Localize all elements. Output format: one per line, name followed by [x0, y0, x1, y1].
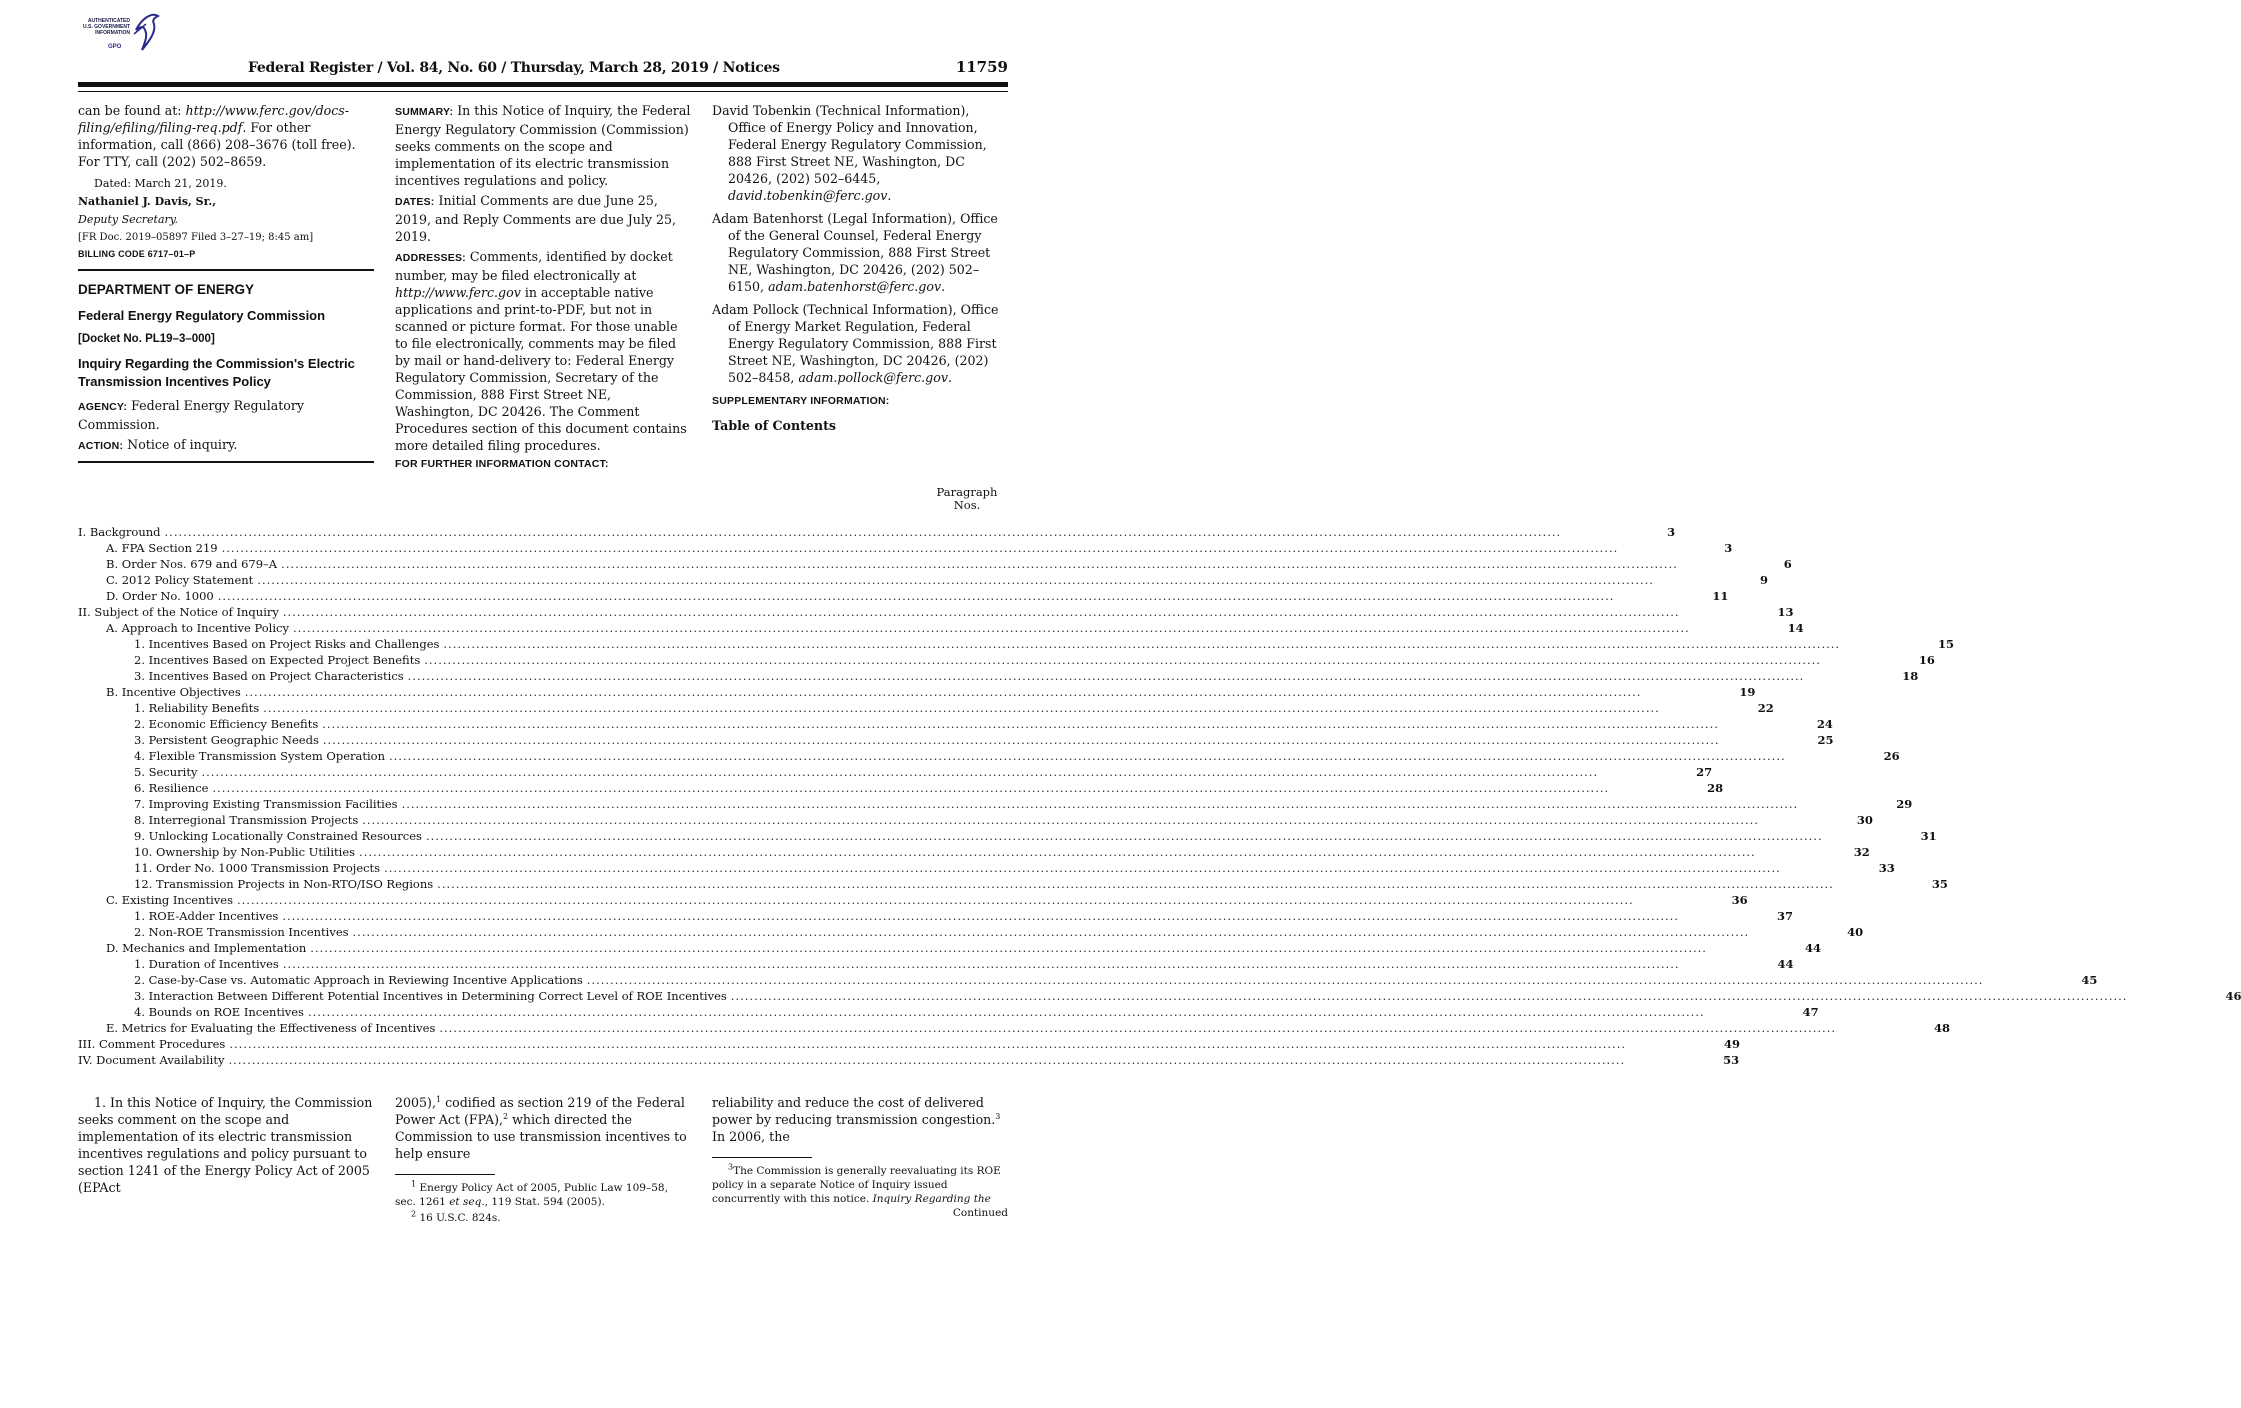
- toc-entry[interactable]: [78, 956, 1794, 972]
- toc-entry-label: 2. Case-by-Case vs. Automatic Approach in Reviewing Incentive Applications: [134, 973, 583, 987]
- toc-paragraph-number: 19: [1739, 685, 1756, 699]
- toc-leader-dots: ............................................................................................................................................................................................................................................................................................................: [352, 925, 1750, 939]
- toc-paragraph-number: 9: [1759, 573, 1768, 587]
- toc-entry[interactable]: [78, 940, 1821, 956]
- column-1: [78, 102, 374, 472]
- toc-leader-dots: ............................................................................................................................................................................................................................................................................................................: [228, 1053, 1626, 1067]
- toc-entry[interactable]: [78, 988, 2241, 1004]
- logo-line-3: INFORMATION: [95, 30, 130, 36]
- toc-leader-dots: ............................................................................................................................................................................................................................................................................................................: [217, 589, 1615, 603]
- toc-paragraph-number: 11: [1712, 589, 1729, 603]
- toc-leader-dots: ............................................................................................................................................................................................................................................................................................................: [437, 877, 1834, 891]
- toc-entry-label: C. Existing Incentives: [106, 893, 233, 907]
- toc-leader-dots: ............................................................................................................................................................................................................................................................................................................: [310, 941, 1707, 955]
- toc-entry-label: 8. Interregional Transmission Projects: [134, 813, 359, 827]
- toc-leader-dots: ............................................................................................................................................................................................................................................................................................................: [237, 893, 1634, 907]
- toc-entry[interactable]: [78, 844, 1870, 860]
- toc-entry[interactable]: [78, 972, 2098, 988]
- contact-email-link[interactable]: adam.pollock@ferc.gov: [798, 370, 948, 385]
- document-title: Inquiry Regarding the Commission's Electric Transmission Incentives Policy: [78, 356, 355, 389]
- toc-leader-dots: ............................................................................................................................................................................................................................................................................................................: [730, 989, 2128, 1003]
- toc-paragraph-number: 3: [1724, 541, 1733, 555]
- toc-paragraph-number: 15: [1938, 637, 1955, 651]
- toc-entry-label: 7. Improving Existing Transmission Facilities: [134, 797, 398, 811]
- toc-entry-label: A. Approach to Incentive Policy: [106, 621, 289, 635]
- footnote-ref-1[interactable]: 1: [435, 1094, 442, 1104]
- toc-paragraph-number: 40: [1847, 925, 1864, 939]
- toc-entry[interactable]: [78, 924, 1864, 940]
- logo-text: [68, 18, 130, 36]
- toc-paragraph-number: 18: [1902, 669, 1919, 683]
- footnote-rule: [395, 1174, 495, 1175]
- toc-entry-label: D. Mechanics and Implementation: [106, 941, 307, 955]
- toc-leader-dots: ............................................................................................................................................................................................................................................................................................................: [244, 685, 1642, 699]
- toc-paragraph-number: 37: [1776, 909, 1793, 923]
- paragraph-1-continued-2: [712, 1094, 1008, 1145]
- agency-label: AGENCY:: [78, 401, 128, 413]
- page-header: [78, 58, 1008, 80]
- eagle-icon: [132, 10, 162, 54]
- toc-entry[interactable]: [78, 1052, 1740, 1068]
- toc-entry-label: D. Order No. 1000: [106, 589, 214, 603]
- body-column-1: [78, 1094, 374, 1225]
- paragraph-1-continued: [395, 1094, 691, 1162]
- toc-entry[interactable]: [78, 556, 1792, 572]
- toc-entry-label: 10. Ownership by Non-Public Utilities: [134, 845, 356, 859]
- page: [78, 0, 2241, 1225]
- contact-email-link[interactable]: adam.batenhorst@ferc.gov: [768, 279, 942, 294]
- body-column-2: [395, 1094, 691, 1225]
- docket-number: [Docket No. PL19–3–000]: [78, 333, 215, 345]
- toc-entry[interactable]: [78, 1036, 1740, 1052]
- toc-entry[interactable]: [78, 748, 1900, 764]
- toc-leader-dots: ............................................................................................................................................................................................................................................................................................................: [322, 717, 1719, 731]
- toc-entry[interactable]: [78, 668, 1919, 684]
- column-3: [712, 102, 1008, 472]
- logo-gpo: GPO: [108, 44, 122, 50]
- toc-entry-label: B. Incentive Objectives: [106, 685, 241, 699]
- body-text: 2005),: [395, 1095, 436, 1110]
- toc-column-header: Paragraph Nos.: [936, 485, 998, 512]
- toc-entry[interactable]: [78, 524, 1676, 540]
- toc-entry-label: 2. Economic Efficiency Benefits: [134, 717, 319, 731]
- footnote-ref-2[interactable]: 2: [503, 1111, 509, 1121]
- sub-agency-heading: Federal Energy Regulatory Commission: [78, 308, 326, 323]
- toc-entry[interactable]: [78, 796, 1913, 812]
- toc-paragraph-number: 30: [1856, 813, 1873, 827]
- action-label: ACTION:: [78, 440, 124, 452]
- fr-doc-line: [FR Doc. 2019–05897 Filed 3–27–19; 8:45 am]: [78, 232, 314, 243]
- toc-paragraph-number: 28: [1707, 781, 1724, 795]
- table-of-contents: [78, 524, 2241, 1068]
- signer-name: Nathaniel J. Davis, Sr.,: [78, 195, 217, 208]
- toc-paragraph-number: 3: [1667, 525, 1676, 539]
- summary-label: SUMMARY:: [395, 106, 454, 118]
- logo-line-2: U.S. GOVERNMENT: [83, 24, 130, 30]
- toc-entry-label: 3. Interaction Between Different Potential Incentives in Determining Correct Level of ROE Incentives: [134, 989, 727, 1003]
- toc-leader-dots: ............................................................................................................................................................................................................................................................................................................: [201, 765, 1599, 779]
- continuation-post: . For other information, call (866) 208–3676 (toll free). For TTY, call (202) 502–8659.: [78, 120, 356, 169]
- header-rule-thin: [78, 91, 1008, 92]
- supplementary-label: SUPPLEMENTARY INFORMATION:: [712, 395, 890, 407]
- toc-section: [78, 485, 2241, 1068]
- footnote-3: [712, 1164, 1008, 1206]
- toc-leader-dots: ............................................................................................................................................................................................................................................................................................................: [425, 829, 1823, 843]
- toc-entry[interactable]: [78, 764, 1713, 780]
- toc-entry-label: 3. Persistent Geographic Needs: [134, 733, 319, 747]
- contact-tobenkin: David Tobenkin (Technical Information), Office of Energy Policy and Innovation, Federal Energy Regulatory Commission, 888 First Street NE, Washington, DC 20426, (202) 502–6445, david.tobenkin@ferc.gov.: [712, 103, 987, 203]
- toc-paragraph-number: 22: [1757, 701, 1774, 715]
- toc-paragraph-number: 31: [1920, 829, 1937, 843]
- ferc-link[interactable]: http://www.ferc.gov: [395, 285, 521, 300]
- toc-entry[interactable]: [78, 1020, 1950, 1036]
- toc-entry-label: 3. Incentives Based on Project Characteristics: [134, 669, 404, 683]
- toc-entry[interactable]: [78, 636, 1955, 652]
- footnote-rule: [712, 1157, 812, 1158]
- toc-entry[interactable]: [78, 828, 1937, 844]
- toc-entry[interactable]: [78, 876, 1948, 892]
- toc-entry-label: IV. Document Availability: [78, 1053, 225, 1067]
- toc-entry-label: 5. Security: [134, 765, 198, 779]
- contact-pollock: Adam Pollock (Technical Information), Office of Energy Market Regulation, Federal Energy Regulatory Commission, 888 First Street NE, Washington, DC 20426, (202) 502–8458, adam.pollock@ferc.gov.: [712, 302, 999, 385]
- footnote-2: [395, 1211, 691, 1225]
- toc-entry[interactable]: [78, 652, 1935, 668]
- toc-leader-dots: ............................................................................................................................................................................................................................................................................................................: [322, 733, 1720, 747]
- toc-entry[interactable]: [78, 684, 1756, 700]
- toc-entry[interactable]: [78, 908, 1793, 924]
- toc-paragraph-number: 53: [1723, 1053, 1740, 1067]
- toc-leader-dots: ............................................................................................................................................................................................................................................................................................................: [282, 909, 1679, 923]
- footnote-mark: 1: [411, 1179, 417, 1189]
- toc-leader-dots: ............................................................................................................................................................................................................................................................................................................: [359, 845, 1756, 859]
- summary-text: In this Notice of Inquiry, the Federal Energy Regulatory Commission (Commission) seeks comments on the scope and implementation of its electric transmission incentives regulations and policy.: [395, 103, 691, 188]
- toc-leader-dots: ............................................................................................................................................................................................................................................................................................................: [443, 637, 1841, 651]
- toc-leader-dots: ............................................................................................................................................................................................................................................................................................................: [263, 701, 1660, 715]
- toc-leader-dots: ............................................................................................................................................................................................................................................................................................................: [439, 1021, 1836, 1035]
- toc-entry[interactable]: [78, 812, 1873, 828]
- front-matter-columns: [78, 102, 1008, 472]
- toc-entry-label: 11. Order No. 1000 Transmission Projects: [134, 861, 381, 875]
- toc-leader-dots: ............................................................................................................................................................................................................................................................................................................: [221, 541, 1619, 555]
- toc-entry-label: 4. Bounds on ROE Incentives: [134, 1005, 304, 1019]
- billing-code: BILLING CODE 6717–01–P: [78, 249, 196, 259]
- toc-leader-dots: ............................................................................................................................................................................................................................................................................................................: [384, 861, 1781, 875]
- footnote-text: Energy Policy Act of 2005, Public Law 109–58, sec. 1261: [395, 1182, 668, 1208]
- toc-entry[interactable]: [78, 540, 1733, 556]
- toc-entry[interactable]: [78, 780, 1724, 796]
- section-separator: [78, 269, 374, 271]
- contact-text: Adam Pollock (Technical Information), Office of Energy Market Regulation, Federal Energy Regulatory Commission, 888 First Street NE, Washington, DC 20426, (202) 502–8458,: [712, 302, 999, 385]
- toc-entry-label: 1. Incentives Based on Project Risks and Challenges: [134, 637, 440, 651]
- footnote-italic: Inquiry Regarding the: [872, 1193, 991, 1205]
- dates-text: Initial Comments are due June 25, 2019, and Reply Comments are due July 25, 2019.: [395, 193, 677, 244]
- agency-line: [78, 397, 374, 433]
- toc-paragraph-number: 14: [1787, 621, 1804, 635]
- continuation-pre: can be found at:: [78, 103, 186, 118]
- toc-entry-label: I. Background: [78, 525, 161, 539]
- running-head: Federal Register / Vol. 84, No. 60 / Thursday, March 28, 2019 / Notices: [248, 60, 780, 76]
- toc-leader-dots: ............................................................................................................................................................................................................................................................................................................: [401, 797, 1799, 811]
- continuation-paragraph: [78, 102, 374, 170]
- body-columns: [78, 1094, 1008, 1225]
- toc-paragraph-number: 48: [1933, 1021, 1950, 1035]
- toc-entry-label: 6. Resilience: [134, 781, 209, 795]
- toc-leader-dots: ............................................................................................................................................................................................................................................................................................................: [292, 621, 1690, 635]
- toc-leader-dots: ............................................................................................................................................................................................................................................................................................................: [282, 605, 1680, 619]
- toc-entry[interactable]: [78, 716, 1833, 732]
- dated-line: Dated: March 21, 2019.: [94, 177, 227, 190]
- toc-leader-dots: ............................................................................................................................................................................................................................................................................................................: [257, 573, 1654, 587]
- body-text: In 2006, the: [712, 1129, 790, 1144]
- action-line: [78, 436, 374, 455]
- action-text: Notice of inquiry.: [127, 437, 238, 452]
- toc-entry[interactable]: [78, 860, 1895, 876]
- body-column-3: [712, 1094, 1008, 1225]
- footnote-1: [395, 1181, 691, 1209]
- continued-marker: Continued: [952, 1207, 1008, 1219]
- footnote-mark: 3: [728, 1162, 734, 1172]
- toc-leader-dots: ............................................................................................................................................................................................................................................................................................................: [164, 525, 1562, 539]
- toc-entry[interactable]: [78, 700, 1774, 716]
- toc-paragraph-number: 32: [1853, 845, 1870, 859]
- toc-entry-label: 1. Duration of Incentives: [134, 957, 279, 971]
- footnote-ref-3[interactable]: 3: [995, 1111, 1001, 1121]
- toc-entry[interactable]: [78, 572, 1768, 588]
- addresses-post: in acceptable native applications and print-to-PDF, but not in scanned or picture format. For those unable to file electronically, comments may be filed by mail or hand-delivery to: Federal Energy Regulatory Commission, Secretary of the Commission, 888 First Street NE, Washington, DC 20426. The Comment Procedures section of this document contains more detailed filing procedures.: [395, 285, 687, 453]
- body-text: reliability and reduce the cost of delivered power by reducing transmission congestion.: [712, 1095, 996, 1127]
- toc-entry[interactable]: [78, 604, 1794, 620]
- contact-label: FOR FURTHER INFORMATION CONTACT:: [395, 458, 609, 470]
- toc-entry-label: III. Comment Procedures: [78, 1037, 226, 1051]
- toc-paragraph-number: 26: [1883, 749, 1900, 763]
- toc-entry[interactable]: [78, 620, 1804, 636]
- paragraph-1: 1. In this Notice of Inquiry, the Commission seeks comment on the scope and implementation of its electric transmission incentives regulations and policy pursuant to section 1241 of the Energy Policy Act of 2005 (EPAct: [78, 1095, 373, 1195]
- toc-entry[interactable]: [78, 1004, 1819, 1020]
- toc-entry[interactable]: [78, 892, 1748, 908]
- toc-paragraph-number: 6: [1783, 557, 1792, 571]
- toc-entry-label: E. Metrics for Evaluating the Effectiveness of Incentives: [106, 1021, 436, 1035]
- toc-paragraph-number: 46: [2225, 989, 2241, 1003]
- page-number: 11759: [955, 58, 1008, 76]
- body-text: codified as section 219 of the Federal Power Act (FPA),: [395, 1095, 685, 1127]
- toc-paragraph-number: 47: [1802, 1005, 1819, 1019]
- toc-paragraph-number: 16: [1918, 653, 1935, 667]
- toc-paragraph-number: 33: [1878, 861, 1895, 875]
- toc-entry-label: 2. Incentives Based on Expected Project Benefits: [134, 653, 421, 667]
- toc-entry-label: 1. Reliability Benefits: [134, 701, 260, 715]
- footnote-mark: 2: [411, 1209, 417, 1219]
- toc-leader-dots: ............................................................................................................................................................................................................................................................................................................: [362, 813, 1759, 827]
- gpo-authentication-logo: [68, 10, 168, 56]
- toc-paragraph-number: 44: [1804, 941, 1821, 955]
- toc-leader-dots: ............................................................................................................................................................................................................................................................................................................: [424, 653, 1821, 667]
- addresses-pre: Comments, identified by docket number, may be filed electronically at: [395, 249, 673, 283]
- section-separator-bottom: [78, 461, 374, 463]
- toc-entry-label: 4. Flexible Transmission System Operation: [134, 749, 385, 763]
- department-heading: DEPARTMENT OF ENERGY: [78, 282, 255, 297]
- footnote-italic: et seq.: [449, 1196, 485, 1208]
- toc-entry-label: 1. ROE-Adder Incentives: [134, 909, 279, 923]
- footnote-text: The Commission is generally reevaluating its ROE policy in a separate Notice of Inquiry issued concurrently with this notice.: [712, 1165, 1001, 1205]
- toc-entry-label: 12. Transmission Projects in Non-RTO/ISO Regions: [134, 877, 434, 891]
- footnote-text: , 119 Stat. 594 (2005).: [484, 1196, 605, 1208]
- toc-leader-dots: ............................................................................................................................................................................................................................................................................................................: [282, 957, 1680, 971]
- column-2: [395, 102, 691, 472]
- toc-entry[interactable]: [78, 588, 1729, 604]
- toc-entry-label: II. Subject of the Notice of Inquiry: [78, 605, 279, 619]
- toc-entry-label: A. FPA Section 219: [106, 541, 218, 555]
- toc-paragraph-number: 29: [1896, 797, 1913, 811]
- toc-entry[interactable]: [78, 732, 1834, 748]
- contact-text: Adam Batenhorst (Legal Information), Office of the General Counsel, Federal Energy Regulatory Commission, 888 First Street NE, Washington, DC 20426, (202) 502–6150,: [712, 211, 998, 294]
- toc-entry-label: C. 2012 Policy Statement: [106, 573, 254, 587]
- toc-paragraph-number: 36: [1731, 893, 1748, 907]
- toc-entry-label: 9. Unlocking Locationally Constrained Resources: [134, 829, 422, 843]
- toc-leader-dots: ............................................................................................................................................................................................................................................................................................................: [281, 557, 1678, 571]
- toc-leader-dots: ............................................................................................................................................................................................................................................................................................................: [229, 1037, 1626, 1051]
- toc-paragraph-number: 25: [1817, 733, 1834, 747]
- summary-paragraph: [395, 102, 691, 189]
- toc-paragraph-number: 44: [1777, 957, 1794, 971]
- contact-batenhorst: Adam Batenhorst (Legal Information), Office of the General Counsel, Federal Energy Regulatory Commission, 888 First Street NE, Washington, DC 20426, (202) 502–6150, adam.batenhorst@ferc.gov.: [712, 211, 998, 294]
- toc-entry-label: B. Order Nos. 679 and 679–A: [106, 557, 278, 571]
- toc-paragraph-number: 13: [1777, 605, 1794, 619]
- dates-label: DATES:: [395, 196, 435, 208]
- toc-leader-dots: ............................................................................................................................................................................................................................................................................................................: [212, 781, 1610, 795]
- addresses-label: ADDRESSES:: [395, 252, 466, 264]
- addresses-paragraph: [395, 248, 691, 454]
- toc-paragraph-number: 45: [2081, 973, 2098, 987]
- toc-leader-dots: ............................................................................................................................................................................................................................................................................................................: [388, 749, 1786, 763]
- contact-email-link[interactable]: david.tobenkin@ferc.gov: [728, 188, 888, 203]
- toc-leader-dots: ............................................................................................................................................................................................................................................................................................................: [307, 1005, 1705, 1019]
- toc-title: Table of Contents: [712, 418, 836, 433]
- header-rule-thick: [78, 82, 1008, 87]
- toc-leader-dots: ............................................................................................................................................................................................................................................................................................................: [586, 973, 1984, 987]
- toc-paragraph-number: 27: [1696, 765, 1713, 779]
- agency-text: Federal Energy Regulatory Commission.: [78, 398, 305, 432]
- toc-entry-label: 2. Non-ROE Transmission Incentives: [134, 925, 349, 939]
- dates-paragraph: [395, 192, 691, 245]
- toc-leader-dots: ............................................................................................................................................................................................................................................................................................................: [407, 669, 1805, 683]
- filing-req-link[interactable]: http://www.ferc.gov/docs-filing/efiling/filing-req.pdf: [78, 103, 350, 135]
- footnote-text: 16 U.S.C. 824s.: [419, 1212, 501, 1224]
- toc-paragraph-number: 24: [1816, 717, 1833, 731]
- toc-paragraph-number: 35: [1931, 877, 1948, 891]
- contact-text: David Tobenkin (Technical Information), Office of Energy Policy and Innovation, Federal Energy Regulatory Commission, 888 First Street NE, Washington, DC 20426, (202) 502–6445,: [712, 103, 987, 186]
- body-text: which directed the Commission to use transmission incentives to help ensure: [395, 1112, 687, 1161]
- logo-line-1: AUTHENTICATED: [87, 18, 130, 24]
- toc-paragraph-number: 49: [1723, 1037, 1740, 1051]
- signer-title: Deputy Secretary.: [78, 213, 179, 226]
